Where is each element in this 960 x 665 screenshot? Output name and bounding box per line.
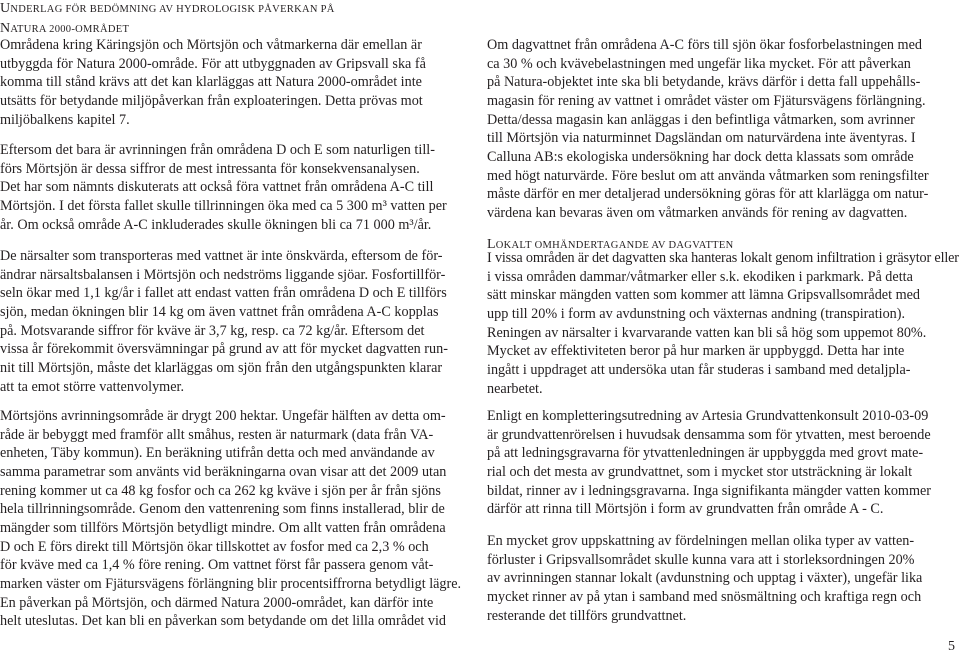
text-line: mycket rinner av på ytan i samband med snösmältning och kraftiga regn och — [487, 588, 922, 605]
text-line: utsätts för betydande miljöpåverkan från exploateringen. Detta prövas mot — [0, 92, 423, 109]
text-line: miljöbalkens kapitel 7. — [0, 111, 130, 128]
text-line: sätt minskar mängden vatten som kommer att lämna Gripsvallsområdet med — [487, 287, 921, 304]
text-line: enheten, Täby kommun). En beräkning utifrån detta och med användande av — [0, 445, 435, 462]
text-line: komma till stånd krävs att det kan klarläggas att Natura 2000-området inte — [0, 74, 422, 91]
text-line: mängder som tillförs Mörtsjön betydligt mindre. Om allt vatten från områdena — [0, 519, 446, 536]
text-line: ingått i uppdraget att undersöka utan får studeras i samband med detaljpla- — [487, 361, 911, 378]
text-line: Det har som nämnts diskuterats att också föra vattnet från områdena A-C till — [0, 179, 434, 196]
paragraph-dagvatten-ac — [487, 36, 929, 223]
text-line: upp till 20% i form av avdunstning och växternas andning (transpiration). — [487, 305, 906, 322]
text-line: rening kommer ut ca 48 kg fosfor och ca 262 kg kväve i sjön per år från sjöns — [0, 482, 441, 499]
text-line: helt uteslutas. Det kan bli en påverkan som betydande om det lilla området vid — [0, 613, 446, 630]
text-line: för kväve med ca 1,4 % före rening. Om vattnet först får passera genom våt- — [0, 557, 434, 574]
text-line: av avrinningen stannar lokalt (avdunstning och upptag i växter), ungefär lika — [487, 570, 923, 587]
text-line: förluster i Gripsvallsområdet skulle kunna vara att i storleksordningen 20% — [487, 551, 915, 568]
text-line: D och E förs direkt till Mörtsjön ökar tillskottet av fosfor med ca 2,3 % och — [0, 538, 429, 555]
text-line: Om dagvattnet från områdena A-C förs till sjön ökar fosforbelastningen med — [487, 37, 922, 53]
text-line: på att ledningsgravarna för ytvattenledningen är uppbyggda med grovt mate- — [487, 445, 924, 462]
text-line: utbyggda för Natura 2000-område. För att utbyggnaden av Gripsvall ska få — [0, 55, 426, 72]
text-line: samma parametrar som använts vid beräkningarna ovan visar att det 2009 utan — [0, 463, 447, 480]
paragraph-natura-intro — [0, 36, 426, 129]
text-line: Mycket av effektiviteten beror på hur marken är uppbyggd. Detta har inte — [487, 343, 905, 360]
text-line: Eftersom det bara är avrinningen från områdena D och E som naturligen till- — [0, 142, 435, 158]
paragraph-avrinning — [0, 141, 447, 234]
text-line: ca 30 % och kvävebelastningen med ungefär lika mycket. För att påverkan — [487, 55, 911, 72]
page-number: 5 — [948, 639, 955, 654]
heading-line-1: UNDERLAG FÖR BEDÖMNING AV HYDROLOGISK PÅVERKAN PÅ — [0, 1, 335, 16]
section-heading — [0, 0, 335, 39]
text-line: förs Mörtsjön är dessa siffror de mest intressanta för konsekvensanalysen. — [0, 160, 420, 177]
paragraph-lokalt — [487, 249, 959, 398]
subheading-lokalt-omhandertagande: LOKALT OMHÄNDERTAGANDE AV DAGVATTEN — [487, 237, 734, 252]
text-line: De närsalter som transporteras med vattnet är inte önskvärda, eftersom de för- — [0, 248, 443, 264]
text-line: Områdena kring Käringsjön och Mörtsjön och våtmarkerna där emellan är — [0, 37, 422, 53]
text-line: hela tillrinningsområde. Genom den vattenrening som finns installerad, blir de — [0, 501, 445, 518]
text-line: En påverkan på Mörtsjön, och därmed Natura 2000-området, kan därför inte — [0, 594, 434, 611]
text-line: på. Motsvarande siffror för kväve är 3,7 kg, resp. ca 72 kg/år. Eftersom det — [0, 322, 425, 339]
text-line: magasin för rening av vattnet i området väster om Fjätursvägens förlängning. — [487, 92, 926, 109]
text-line: i vissa områden dammar/våtmarker eller s.k. ekodiken i parkmark. På detta — [487, 268, 913, 285]
text-line: rial och det mesta av grundvattnet, som i mycket stor utsträckning är lokalt — [487, 463, 913, 480]
text-line: Mörtsjöns avrinningsområde är drygt 200 hektar. Ungefär hälften av detta om- — [0, 408, 446, 424]
text-line: därför att rinna till Mörtsjön i form av grundvatten från område A - C. — [487, 501, 884, 518]
text-line: Detta/dessa magasin kan anläggas i den befintliga våtmarken, som avrinner — [487, 111, 915, 128]
text-line: nit till Mörtsjön, måste det klarläggas om sjön från den utgångspunkten klarar — [0, 359, 443, 376]
text-line: seln ökar med 1,1 kg/år i fallet att endast vatten från områdena D och E tillförs — [0, 285, 447, 302]
text-line: Calluna AB:s ekologiska undersökning har dock detta klassats som område — [487, 148, 914, 165]
text-line: måste därför en mer detaljerad undersökning göras för att klarlägga om natur- — [487, 186, 929, 203]
text-line: värdena kan bevaras även om våtmarken används för rening av dagvatten. — [487, 204, 908, 221]
paragraph-artesia — [487, 407, 931, 519]
text-line: vissa år förekommit översvämningar på grund av att för mycket dagvatten run- — [0, 341, 448, 358]
text-line: Mörtsjön. I det första fallet skulle tillrinningen öka med ca 5 300 m³ vatten per — [0, 197, 447, 214]
text-line: marken väster om Fjätursvägens förlängning blir procentsiffrorna betydligt lägre. — [0, 575, 462, 592]
paragraph-avrinningsomrade — [0, 407, 461, 631]
text-line: på Natura-objektet inte ska bli betydande, krävs därför i detta fall uppehålls- — [487, 74, 921, 91]
text-line: är grundvattenrörelsen i huvudsak densamma som för ytvatten, mest beroende — [487, 426, 931, 443]
paragraph-narsalter — [0, 247, 448, 396]
text-line: Reningen av närsalter i kvarvarande vatten kan bli så hög som uppemot 80%. — [487, 324, 927, 341]
text-line: nearbetet. — [487, 380, 543, 397]
text-line: att ta emot större vattenvolymer. — [0, 378, 184, 395]
text-line: ändrar närsaltsbalansen i Mörtsjön och nedströms liggande sjöar. Fosfortillför- — [0, 266, 446, 283]
text-line: till Mörtsjön via naturminnet Dagsländan om naturvärdena inte äventyras. I — [487, 130, 916, 147]
text-line: bildat, rinner av i ledningsgravarna. Inga signifikanta mängder vatten kommer — [487, 482, 932, 499]
text-line: med högt naturvärde. Före beslut om att använda våtmarken som reningsfilter — [487, 167, 929, 184]
text-line: I vissa områden är det dagvatten ska hanteras lokalt genom infiltration i gräsytor eller — [487, 250, 959, 266]
text-line: råde är bebyggt med framför allt småhus, resten är naturmark (data från VA- — [0, 426, 434, 443]
text-line: år. Om också område A-C inkluderades skulle ökningen bli ca 71 000 m³/år. — [0, 216, 432, 233]
paragraph-uppskattning — [487, 532, 922, 625]
heading-line-2: NATURA 2000-OMRÅDET — [0, 20, 130, 36]
text-line: En mycket grov uppskattning av fördelningen mellan olika typer av vatten- — [487, 533, 915, 549]
text-line: resterande det tillförs grundvattnet. — [487, 607, 687, 624]
text-line: Enligt en kompletteringsutredning av Artesia Grundvattenkonsult 2010-03-09 — [487, 408, 929, 424]
text-line: sjön, medan ökningen blir 14 kg om även vattnet från områdena A-C kopplas — [0, 303, 439, 320]
